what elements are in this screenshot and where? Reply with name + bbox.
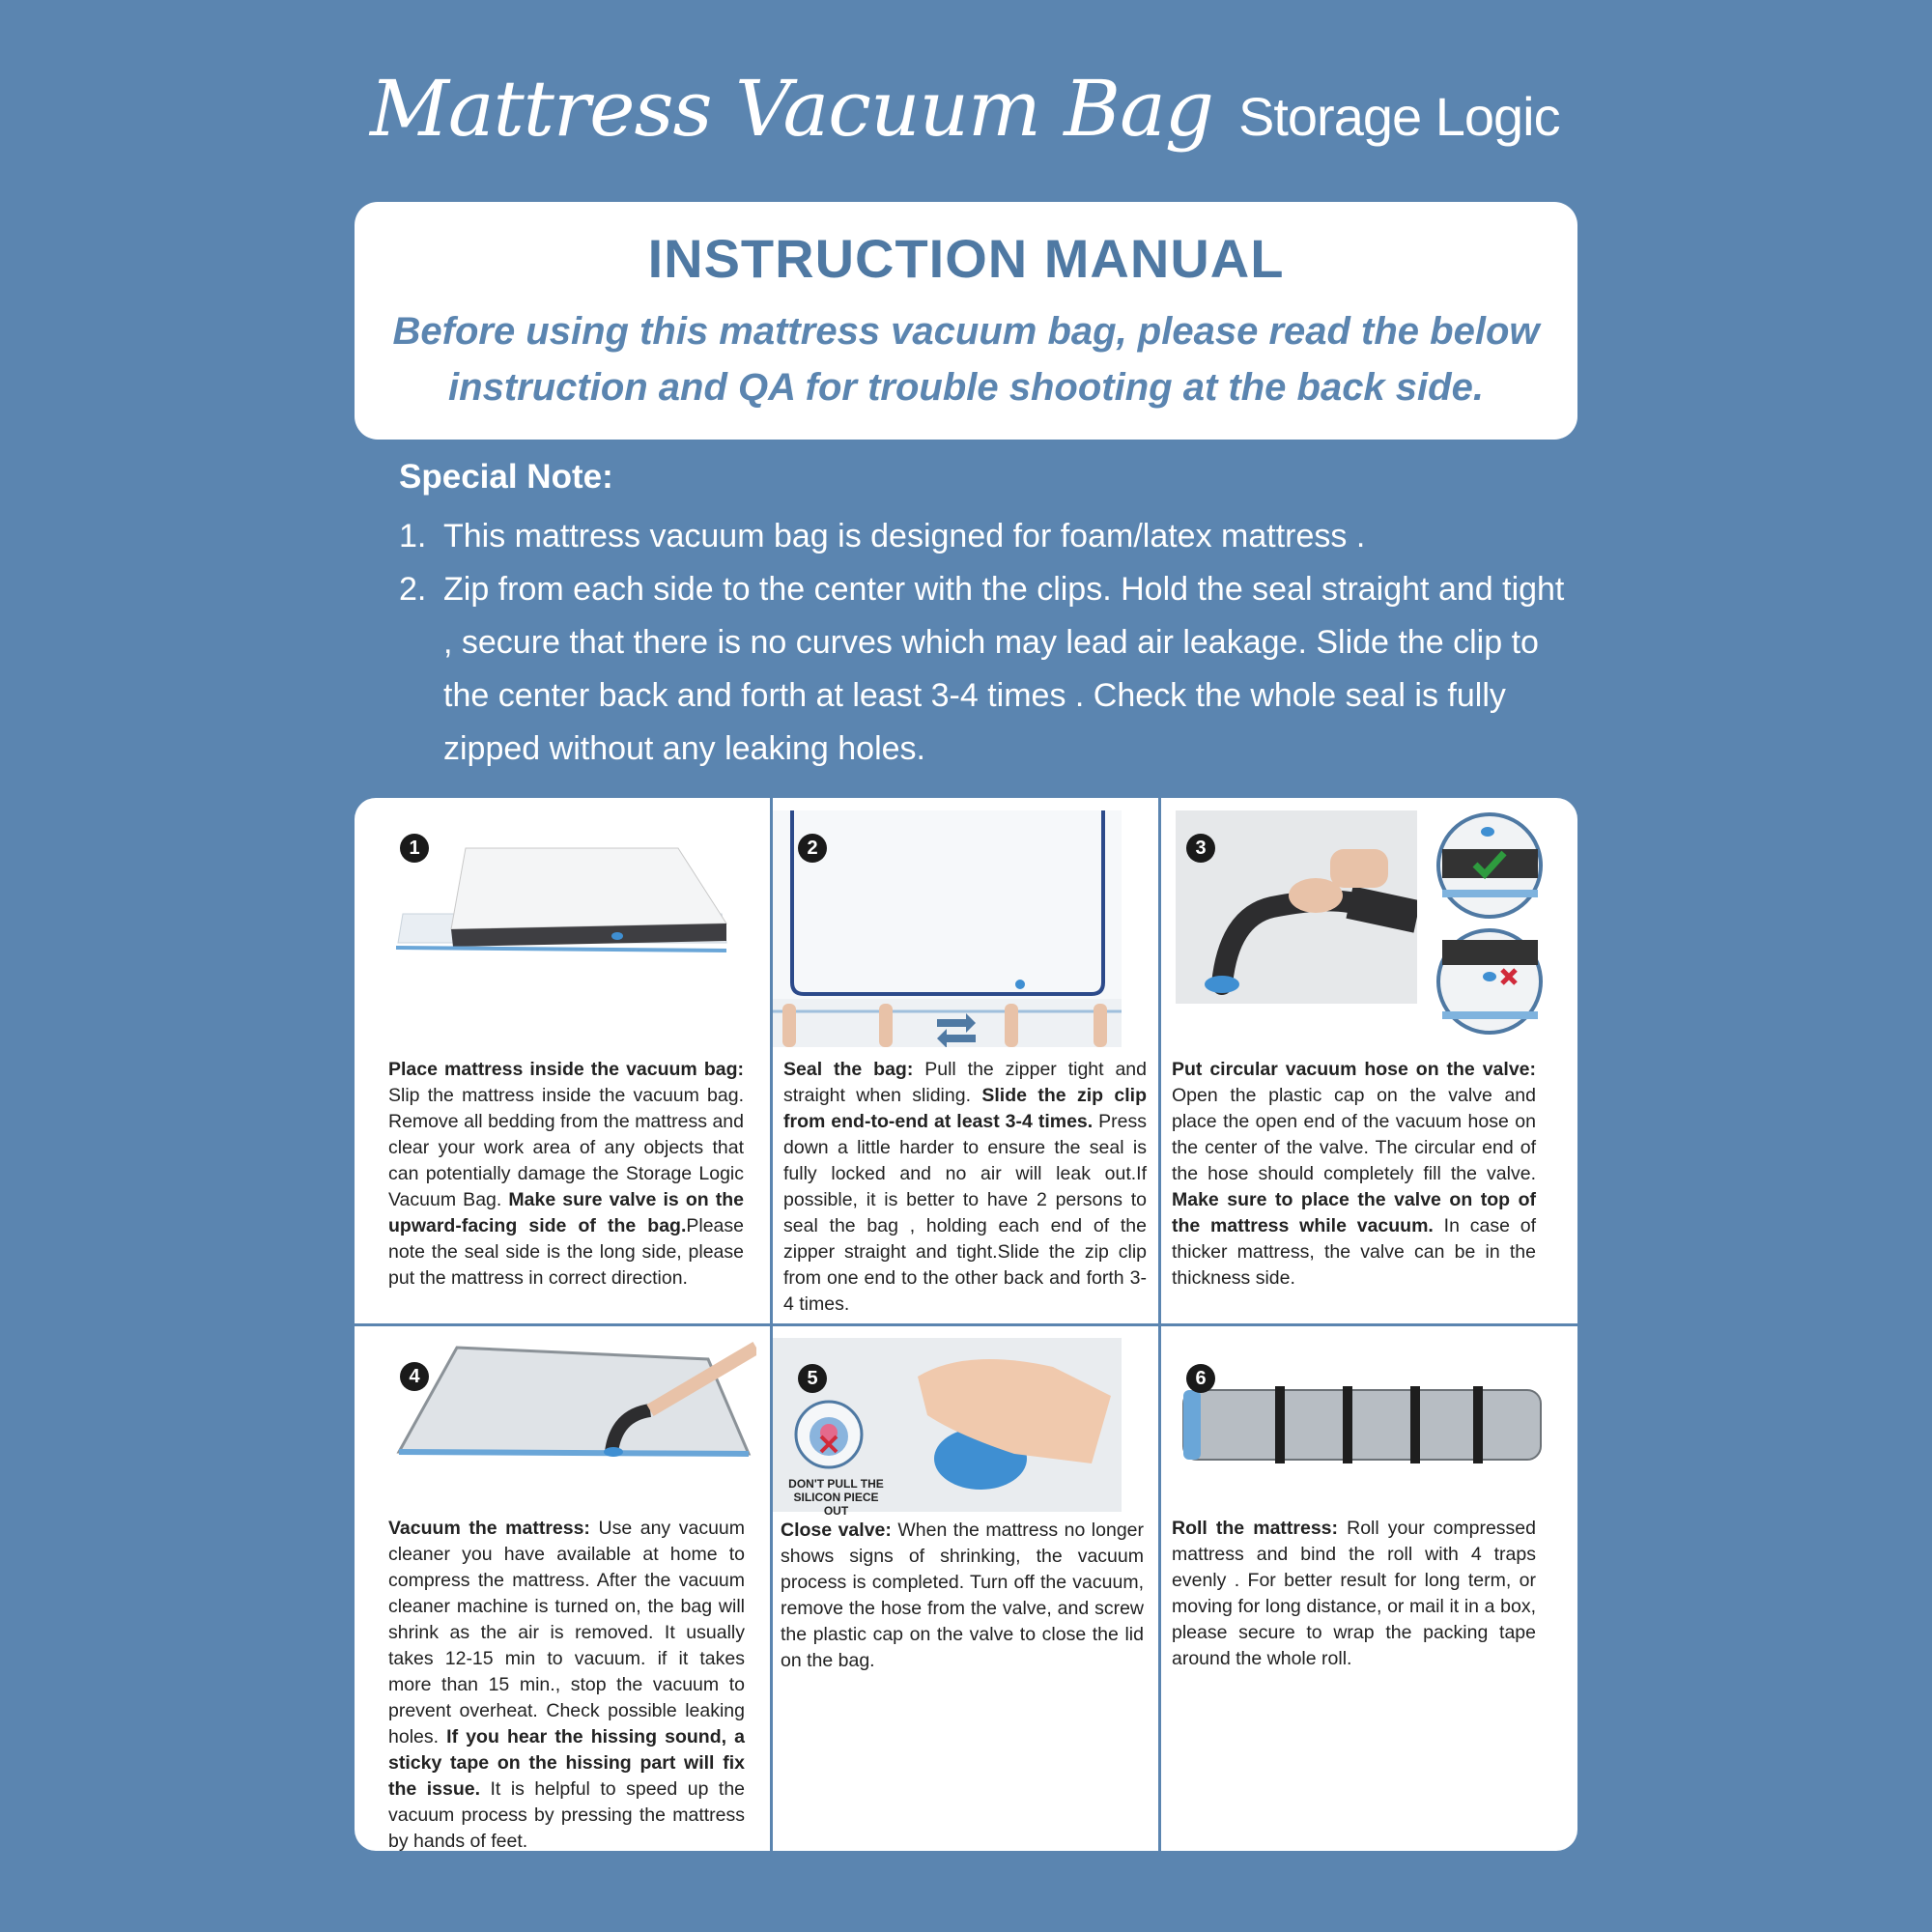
step-number-badge: 6 xyxy=(1186,1364,1215,1393)
note-number: 2. xyxy=(399,571,427,608)
correct-placement-image xyxy=(1435,810,1546,922)
step-cell xyxy=(355,798,770,1323)
step-cell xyxy=(773,798,1158,1323)
step-cell xyxy=(355,1326,770,1851)
step-cell xyxy=(1161,1326,1577,1851)
step-number-badge: 5 xyxy=(798,1364,827,1393)
step-description: Put circular vacuum hose on the valve: Open the plastic cap on the valve and place the open end of the vacuum hose on the center of the valve. The circular end of the hose should completely fill the valve. Make sure to place the valve on top of the mattress while vacuum. In case of thicker mattress, the valve can be in the thickness side. xyxy=(1172,1059,1537,1289)
manual-subtitle: Before using this mattress vacuum bag, please read the below instruction and QA for trouble shooting at the back side. xyxy=(392,310,1540,409)
special-note-heading: Special Note: xyxy=(399,458,613,496)
step-description: Close valve: When the mattress no longer shows signs of shrinking, the vacuum process is completed. Turn off the vacuum, remove the hose from the valve, and screw the plastic cap on the valve to close the lid on the bag. xyxy=(781,1520,1145,1671)
vacuuming-mattress-image xyxy=(389,1338,756,1473)
step-cell xyxy=(1161,798,1577,1323)
step-cell xyxy=(773,1326,1158,1851)
brand-logo: Storage Logic xyxy=(1238,86,1560,147)
special-note xyxy=(399,458,1568,776)
warning-caption: DON'T PULL THE SILICON PIECE OUT xyxy=(788,1477,884,1518)
mattress-in-bag-image xyxy=(393,846,731,952)
step-number-badge: 4 xyxy=(400,1362,429,1391)
step-number-badge: 2 xyxy=(798,834,827,863)
note-text: This mattress vacuum bag is designed for foam/latex mattress . xyxy=(443,518,1366,554)
step-number-badge: 1 xyxy=(400,834,429,863)
note-number: 1. xyxy=(399,518,427,554)
note-item xyxy=(399,510,1568,563)
step-number-badge: 3 xyxy=(1186,834,1215,863)
manual-title: INSTRUCTION MANUAL xyxy=(647,228,1285,289)
wrong-placement-image xyxy=(1435,926,1546,1037)
step-description: Roll the mattress: Roll your compressed mattress and bind the roll with 4 traps evenly . For better result for long term, or moving for long distance, or mail it in a box, please secure to wrap the packing tape around the whole roll. xyxy=(1172,1518,1537,1669)
step-description: Place mattress inside the vacuum bag: Slip the mattress inside the vacuum bag. Remove all bedding from the mattress and clear your work area of any objects that can potentially damage the Storage Logic Vacuum Bag. Make sure valve is on the upward-facing side of the bag.Please note the seal side is the long side, please put the mattress in correct direction. xyxy=(388,1059,744,1289)
rolled-mattress-image xyxy=(1179,1384,1546,1466)
note-item xyxy=(399,563,1568,776)
manual-header-box xyxy=(355,202,1577,440)
step-description: Vacuum the mattress: Use any vacuum cleaner you have available at home to compress the mattress. After the vacuum cleaner machine is turned on, the bag will shrink as the air is removed. It usually takes 12-15 min to vacuum. if it takes more than 15 min., stop the vacuum to prevent overheat. Check possible leaking holes. If you hear the hissing sound, a sticky tape on the hissing part will fix the issue. It is helpful to speed up the vacuum process by pressing the mattress by hands of feet. xyxy=(388,1518,746,1851)
steps-grid xyxy=(355,798,1577,1851)
page-title: Mattress Vacuum Bag xyxy=(370,64,1213,154)
step-description: Seal the bag: Pull the zipper tight and straight when sliding. Slide the zip clip from end-to-end at least 3-4 times. Press down a little harder to ensure the seal is fully locked and no air will leak out.If possible, it is better to have 2 persons to seal the bag , holding each end of the zipper straight and tight.Slide the zip clip from one end to the other back and forth 3-4 times. xyxy=(783,1059,1147,1315)
note-text: Zip from each side to the center with the clips. Hold the seal straight and tight , secure that there is no curves which may lead air leakage. Slide the clip to the center back and forth at least 3-4 times . Check the whole seal is fully zipped without any leaking holes. xyxy=(443,571,1565,767)
